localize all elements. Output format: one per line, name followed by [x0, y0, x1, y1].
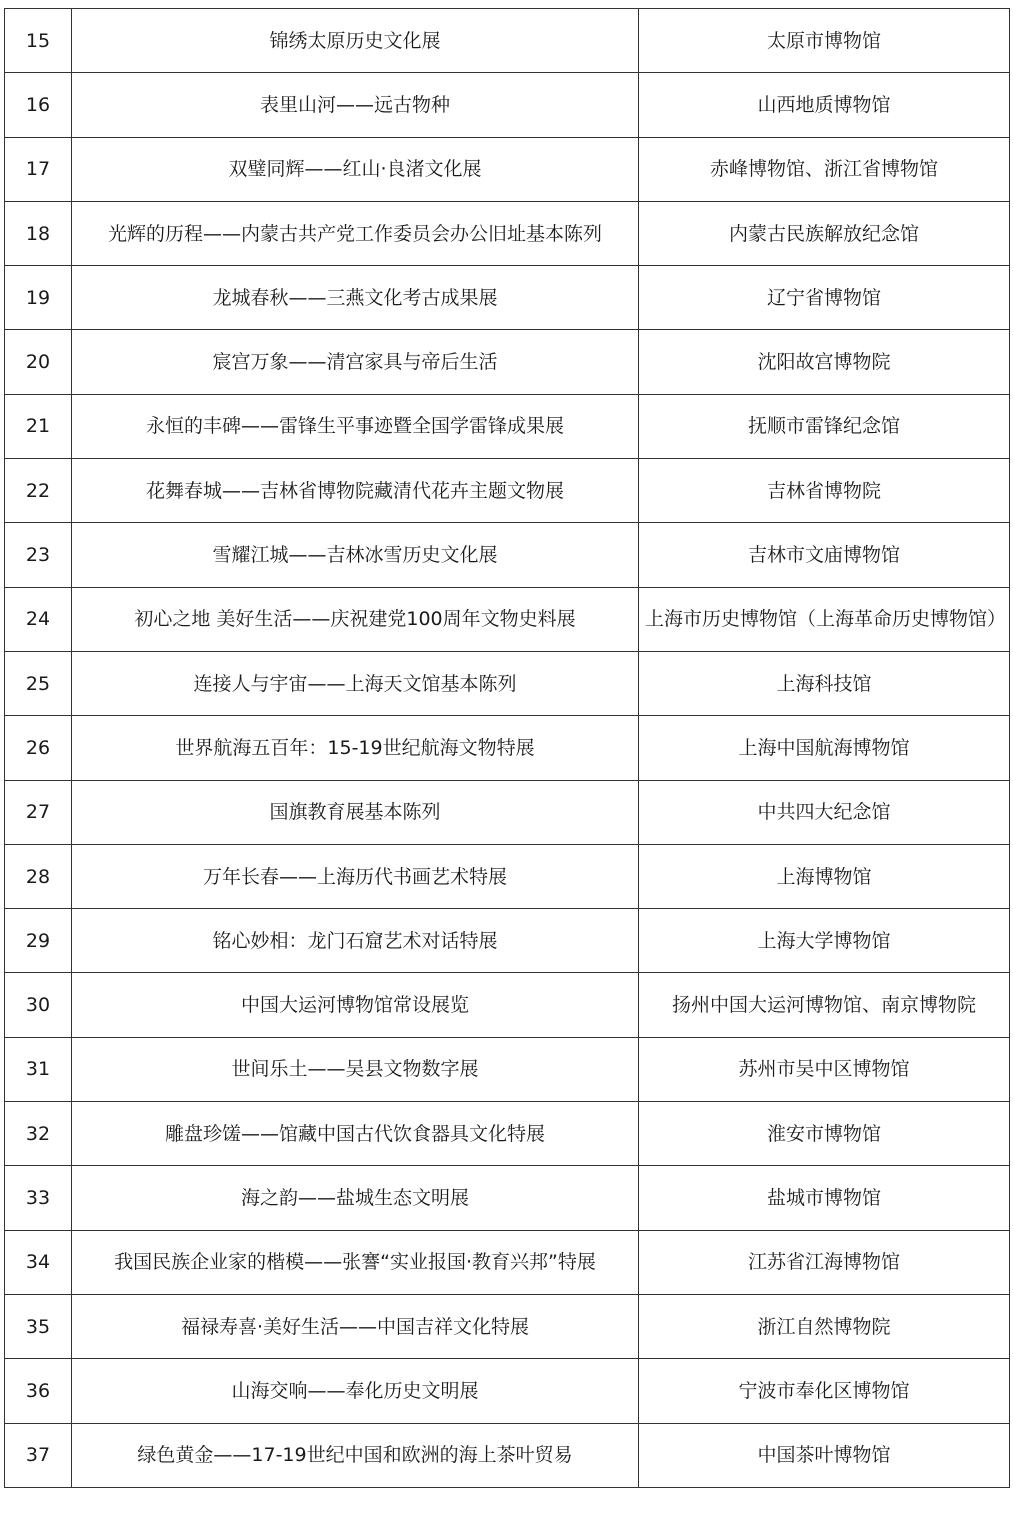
table-row: [5, 394, 1010, 458]
table-row: [5, 201, 1010, 265]
exhibition-name: 万年长春——上海历代书画艺术特展: [72, 844, 639, 908]
table-row: [5, 73, 1010, 137]
exhibition-name: 福禄寿喜·美好生活——中国吉祥文化特展: [72, 1294, 639, 1358]
table-row: [5, 137, 1010, 201]
row-number: 15: [5, 9, 72, 73]
museum-name: 扬州中国大运河博物馆、南京博物院: [639, 973, 1010, 1037]
exhibition-table: [4, 8, 1010, 1488]
table-row: [5, 1294, 1010, 1358]
row-number: 30: [5, 973, 72, 1037]
museum-name: 沈阳故宫博物院: [639, 330, 1010, 394]
exhibition-name: 宸宫万象——清宫家具与帝后生活: [72, 330, 639, 394]
museum-name: 宁波市奉化区博物馆: [639, 1359, 1010, 1423]
table-row: [5, 1166, 1010, 1230]
museum-name: 中共四大纪念馆: [639, 780, 1010, 844]
row-number: 36: [5, 1359, 72, 1423]
museum-name: 上海中国航海博物馆: [639, 716, 1010, 780]
exhibition-name: 绿色黄金——17-19世纪中国和欧洲的海上茶叶贸易: [72, 1423, 639, 1487]
table-row: [5, 587, 1010, 651]
exhibition-name: 海之韵——盐城生态文明展: [72, 1166, 639, 1230]
exhibition-name: 山海交响——奉化历史文明展: [72, 1359, 639, 1423]
museum-name: 内蒙古民族解放纪念馆: [639, 201, 1010, 265]
exhibition-name: 初心之地 美好生活——庆祝建党100周年文物史料展: [72, 587, 639, 651]
row-number: 18: [5, 201, 72, 265]
row-number: 24: [5, 587, 72, 651]
museum-name: 吉林市文庙博物馆: [639, 523, 1010, 587]
table-body: [5, 9, 1010, 1488]
table-row: [5, 780, 1010, 844]
museum-name: 辽宁省博物馆: [639, 266, 1010, 330]
exhibition-name: 花舞春城——吉林省博物院藏清代花卉主题文物展: [72, 459, 639, 523]
row-number: 28: [5, 844, 72, 908]
table-row: [5, 523, 1010, 587]
table-row: [5, 1102, 1010, 1166]
museum-name: 浙江自然博物院: [639, 1294, 1010, 1358]
museum-name: 盐城市博物馆: [639, 1166, 1010, 1230]
table-row: [5, 459, 1010, 523]
museum-name: 抚顺市雷锋纪念馆: [639, 394, 1010, 458]
table-row: [5, 844, 1010, 908]
museum-name: 江苏省江海博物馆: [639, 1230, 1010, 1294]
exhibition-name: 光辉的历程——内蒙古共产党工作委员会办公旧址基本陈列: [72, 201, 639, 265]
museum-name: 吉林省博物院: [639, 459, 1010, 523]
exhibition-name: 双璧同辉——红山·良渚文化展: [72, 137, 639, 201]
row-number: 26: [5, 716, 72, 780]
exhibition-name: 世界航海五百年：15-19世纪航海文物特展: [72, 716, 639, 780]
table-row: [5, 266, 1010, 330]
museum-name: 中国茶叶博物馆: [639, 1423, 1010, 1487]
museum-name: 上海大学博物馆: [639, 909, 1010, 973]
table-row: [5, 1423, 1010, 1487]
museum-name: 上海博物馆: [639, 844, 1010, 908]
row-number: 33: [5, 1166, 72, 1230]
row-number: 27: [5, 780, 72, 844]
table-row: [5, 9, 1010, 73]
exhibition-name: 国旗教育展基本陈列: [72, 780, 639, 844]
museum-name: 山西地质博物馆: [639, 73, 1010, 137]
row-number: 37: [5, 1423, 72, 1487]
exhibition-name: 连接人与宇宙——上海天文馆基本陈列: [72, 651, 639, 715]
museum-name: 赤峰博物馆、浙江省博物馆: [639, 137, 1010, 201]
row-number: 32: [5, 1102, 72, 1166]
table-row: [5, 1359, 1010, 1423]
row-number: 17: [5, 137, 72, 201]
row-number: 20: [5, 330, 72, 394]
row-number: 22: [5, 459, 72, 523]
museum-name: 上海科技馆: [639, 651, 1010, 715]
exhibition-name: 表里山河——远古物种: [72, 73, 639, 137]
exhibition-name: 中国大运河博物馆常设展览: [72, 973, 639, 1037]
table-row: [5, 330, 1010, 394]
exhibition-name: 雕盘珍馐——馆藏中国古代饮食器具文化特展: [72, 1102, 639, 1166]
row-number: 16: [5, 73, 72, 137]
table-row: [5, 909, 1010, 973]
row-number: 35: [5, 1294, 72, 1358]
row-number: 34: [5, 1230, 72, 1294]
exhibition-name: 龙城春秋——三燕文化考古成果展: [72, 266, 639, 330]
table-row: [5, 651, 1010, 715]
exhibition-name: 世间乐土——吴县文物数字展: [72, 1037, 639, 1101]
row-number: 29: [5, 909, 72, 973]
row-number: 21: [5, 394, 72, 458]
table-row: [5, 973, 1010, 1037]
museum-name: 淮安市博物馆: [639, 1102, 1010, 1166]
row-number: 31: [5, 1037, 72, 1101]
row-number: 23: [5, 523, 72, 587]
table-row: [5, 1037, 1010, 1101]
exhibition-name: 雪耀江城——吉林冰雪历史文化展: [72, 523, 639, 587]
exhibition-name: 铭心妙相：龙门石窟艺术对话特展: [72, 909, 639, 973]
exhibition-name: 锦绣太原历史文化展: [72, 9, 639, 73]
table-row: [5, 1230, 1010, 1294]
exhibition-name: 永恒的丰碑——雷锋生平事迹暨全国学雷锋成果展: [72, 394, 639, 458]
museum-name: 太原市博物馆: [639, 9, 1010, 73]
row-number: 25: [5, 651, 72, 715]
museum-name: 上海市历史博物馆（上海革命历史博物馆）: [639, 587, 1010, 651]
exhibition-name: 我国民族企业家的楷模——张謇“实业报国·教育兴邦”特展: [72, 1230, 639, 1294]
row-number: 19: [5, 266, 72, 330]
table-row: [5, 716, 1010, 780]
museum-name: 苏州市吴中区博物馆: [639, 1037, 1010, 1101]
